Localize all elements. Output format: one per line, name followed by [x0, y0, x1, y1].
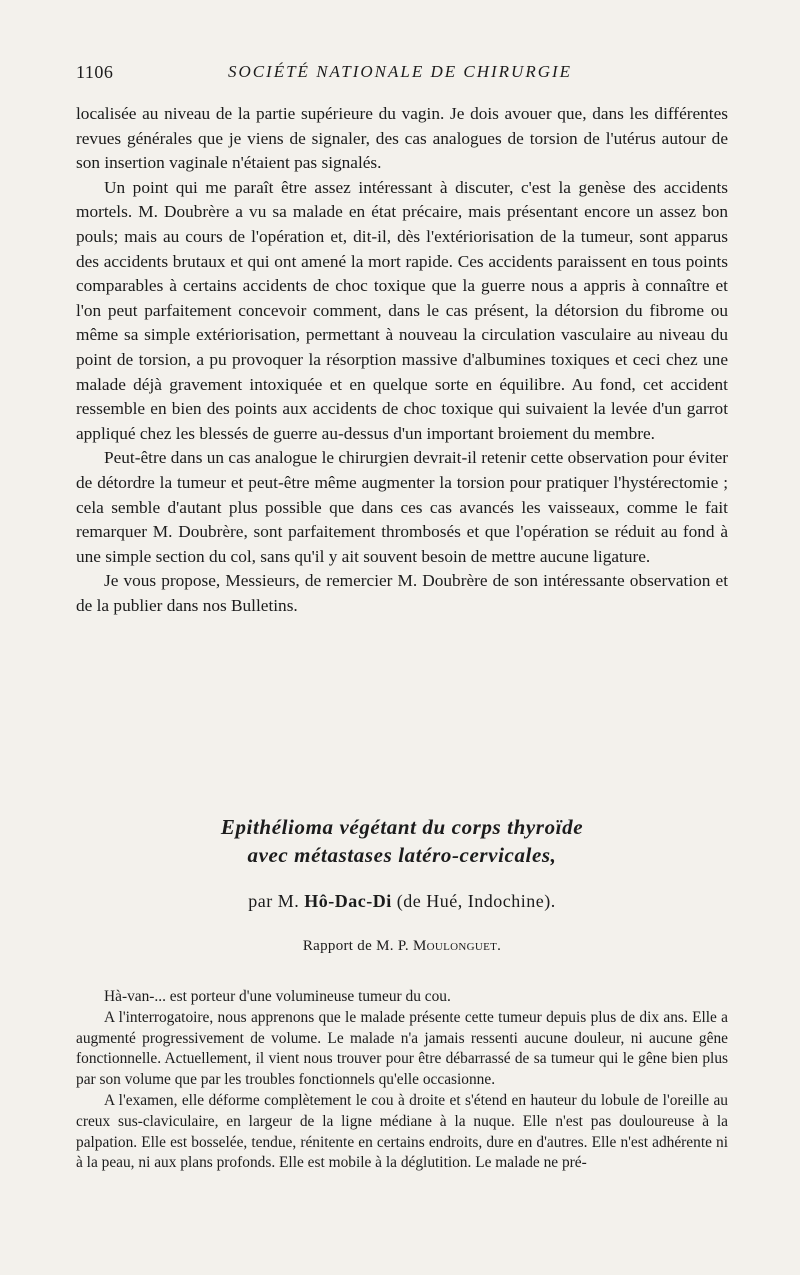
article-title-line-2: avec métastases latéro-cervicales,: [247, 843, 557, 867]
paragraph-2: Un point qui me paraît être assez intéressant à discuter, c'est la genèse des accidents mortels. M. Doubrère a vu sa malade en état précaire, mais présentant encore un assez bon pouls; mais au cours de l'opération et, dit-il, dès l'extériorisation de la tumeur, sont apparus des accidents brutaux et qui ont amené la mort rapide. Ces accidents paraissent en tous points comparables à certains accidents de choc toxique que la guerre nous a appris à connaître et l'on peut parfaitement concevoir comment, dans le cas présent, la détorsion du fibrome ou même sa simple extériorisation, permettant à nouveau la circulation vasculaire au niveau du point de torsion, a pu provoquer la résorption massive d'albumines toxiques et ceci chez une malade déjà gravement intoxiquée et en quelque sorte en équilibre. Au fond, cet accident ressemble en bien des points aux accidents de choc toxique qui suivaient la levée d'un garrot appliqué chez les blessés de guerre au-dessus d'un important broiement du membre.: [76, 177, 728, 443]
page-number: 1106: [76, 62, 114, 82]
article-heading: [76, 813, 728, 955]
journal-title: SOCIÉTÉ NATIONALE DE CHIRURGIE: [227, 62, 573, 81]
report-prefix: Rapport de M. P.: [302, 938, 409, 954]
author-name: Hô-Dac-Di: [304, 891, 392, 911]
case-paragraph-2: A l'interrogatoire, nous apprenons que le malade présente cette tumeur depuis plus de dix ans. Elle a augmenté progressivement de volume. Le malade n'a jamais ressenti aucune douleur, ni aucune gêne fonctionnelle. Actuellement, il vient nous trouver pour être débarrassé de sa tumeur qui le gêne bien plus par son volume que par les troubles fonctionnels qu'elle occasionne.: [76, 1008, 728, 1089]
paragraph-1: localisée au niveau de la partie supérieure du vagin. Je dois avouer que, dans les différentes revues générales que je viens de signaler, des cas analogues de torsion de l'utérus autour de son insertion vaginale n'étaient pas signalés.: [76, 104, 728, 173]
article-title-line-1: Epithélioma végétant du corps thyroïde: [220, 815, 584, 839]
report-body: [76, 102, 728, 618]
byline-prefix: par M.: [248, 891, 300, 911]
paragraph-3: Peut-être dans un cas analogue le chirurgien devrait-il retenir cette observation pour éviter de détordre la tumeur et peut-être même augmenter la torsion pour pratiquer l'hystérectomie ; cela semble d'autant plus possible que dans ces cas avancés les vaisseaux, comme le fait remarquer M. Doubrère, sont parfaitement thrombosés et que l'opération se réduit au fond à une simple section du col, sans qu'il y ait souvent besoin de mettre aucune ligature.: [76, 448, 728, 566]
paragraph-4: Je vous propose, Messieurs, de remercier M. Doubrère de son intéressante observation et de la publier dans nos Bulletins.: [76, 571, 728, 615]
report-line: [76, 938, 728, 955]
case-paragraph-3: A l'examen, elle déforme complètement le cou à droite et s'étend en hauteur du lobule de l'oreille au creux sus-claviculaire, en largeur de la ligne médiane à la nuque. Elle n'est pas douloureuse à la palpation. Elle est bosselée, tendue, rénitente en certains endroits, dure en d'autres. Elle n'est adhérente ni à la peau, ni aux plans profonds. Elle est mobile à la déglutition. Le malade ne pré-: [76, 1091, 728, 1172]
case-paragraph-1: Hà-van-... est porteur d'une volumineuse tumeur du cou.: [104, 988, 451, 1005]
byline: [76, 891, 728, 912]
reporter-name: Moulonguet.: [412, 938, 502, 954]
author-affiliation: (de Hué, Indochine).: [396, 891, 556, 911]
case-description: [76, 987, 728, 1174]
